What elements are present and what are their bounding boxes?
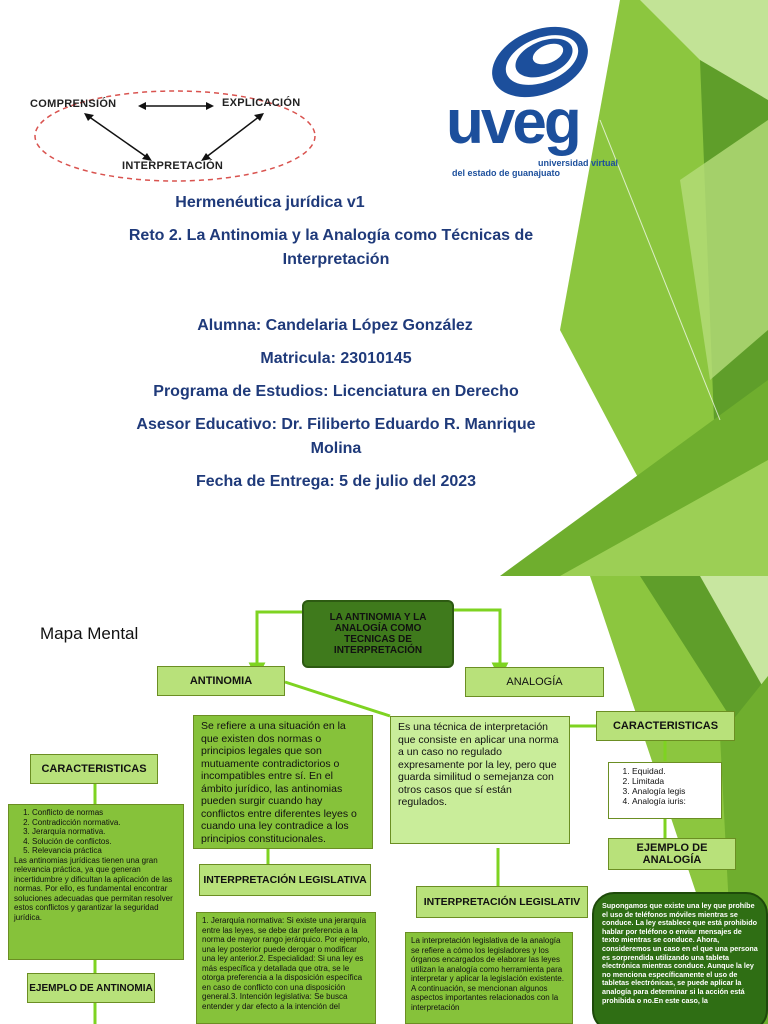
left-characteristic-item: 3. Jerarquía normativa.	[32, 827, 178, 837]
mind-map-label: Mapa Mental	[40, 624, 139, 643]
reto-title-line2: Interpretación	[282, 251, 390, 268]
antinomia-label: ANTINOMIA	[189, 675, 253, 687]
left-interpretacion-text	[196, 912, 376, 1024]
diagram-label-comprension: COMPRENSIÓN	[30, 98, 117, 110]
diagram-label-explicacion: EXPLICACIÓN	[222, 97, 301, 109]
central-topic-text: LA ANTINOMIA Y LA ANALOGÍA COMO TECNICAS DE INTERPRETACIÓN	[329, 612, 427, 656]
analogia-label: ANALOGÍA	[506, 676, 563, 688]
logo-wordmark: uveg	[446, 88, 579, 157]
right-characteristic-item: 1. Equidad.	[632, 766, 716, 776]
central-topic	[302, 600, 454, 668]
right-caracteristicas-node	[596, 711, 735, 741]
course-title: Hermenéutica jurídica v1	[175, 194, 365, 211]
left-interpretacion-body: 1. Jerarquía normativa: Si existe una jerarquía entre las leyes, se debe dar preferencia a la norma de mayor rango jerárquico. Por ejemplo, una ley posterior puede derogar o modificar una ley anterior.2. Especialidad: Si una ley es más específica y detallada que otra, se le otorga preferencia a la disposición específica en caso de conflicto con una disposición general.3. Intención legislativa: Se busca entender y dar efecto a la intención del	[202, 916, 370, 1011]
left-characteristics-paragraph: Las antinomias jurídicas tienen una gran relevancia práctica, ya que generan incertidumbre y dificultan la aplicación de las normas. Por ello, es fundamental encontrar soluciones adecuadas que permitan resolver estos conflictos y garantizar la seguridad jurídica.	[14, 855, 173, 922]
study-program: Programa de Estudios: Licenciatura en Derecho	[153, 383, 519, 400]
left-caracteristicas-label: CARACTERISTICAS	[41, 763, 147, 775]
advisor-line1: Asesor Educativo: Dr. Filiberto Eduardo R. Manrique	[136, 416, 536, 433]
right-interpretacion-label: INTERPRETACIÓN LEGISLATIV	[423, 896, 581, 908]
right-interpretacion-text	[405, 932, 573, 1024]
left-characteristic-item: 5. Relevancia práctica	[32, 846, 178, 856]
antinomia-node	[157, 666, 285, 696]
due-date: Fecha de Entrega: 5 de julio del 2023	[195, 473, 477, 490]
analogia-definition-text: Es una técnica de interpretación que consiste en aplicar una norma a un caso no regulado expresamente por la ley, pero que guarda similitud o semejanza con otros casos que sí están regulados.	[398, 721, 559, 808]
left-characteristic-item: 1. Conflicto de normas	[32, 808, 178, 818]
student-id: Matricula: 23010145	[260, 350, 412, 367]
left-interpretacion-label: INTERPRETACIÓN LEGISLATIVA	[203, 874, 367, 886]
left-characteristics-list	[8, 804, 184, 960]
right-characteristics-list	[608, 762, 722, 819]
reto-title-line1: Reto 2. La Antinomia y la Analogía como Técnicas de	[128, 227, 534, 244]
logo-line2: del estado de guanajuato	[452, 168, 561, 178]
analogia-node	[465, 667, 604, 697]
right-interpretacion-body: La interpretación legislativa de la analogía se refiere a cómo los legisladores y los órganos encargados de elaborar las leyes utilizan la analogía como herramienta para interpretar y aplicar la legislación existente. A continuación, se mencionan algunos aspectos importantes relacionados con la interpretación	[411, 936, 564, 1012]
diagram-label-interpretacion: INTERPRETACIÓN	[122, 160, 224, 172]
left-characteristic-item: 2. Contradicción normativa.	[32, 818, 178, 828]
left-caracteristicas-node	[30, 754, 158, 784]
left-characteristic-item: 4. Solución de conflictos.	[32, 837, 178, 847]
uveg-logo	[440, 20, 625, 188]
logo-line1: universidad virtual	[538, 158, 619, 168]
advisor-line2: Molina	[310, 440, 362, 457]
left-interpretacion-node	[199, 864, 371, 896]
right-interpretacion-node	[416, 886, 588, 918]
ejemplo-analogia-node	[608, 838, 736, 870]
right-characteristic-item: 3. Analogía legis	[632, 786, 716, 796]
ejemplo-antinomia-node	[27, 973, 155, 1003]
analogia-definition	[390, 716, 570, 844]
ejemplo-analogia-label: EJEMPLO DE ANALOGÍA	[636, 842, 708, 866]
right-characteristic-item: 4. Analogía iuris:	[632, 796, 716, 806]
right-characteristics-items	[614, 766, 716, 806]
right-characteristic-item: 2. Limitada	[632, 776, 716, 786]
ejemplo-analogia-text	[592, 892, 768, 1024]
ejemplo-antinomia-label: EJEMPLO DE ANTINOMIA	[29, 982, 153, 994]
mind-map-slide	[0, 576, 768, 1024]
ejemplo-analogia-body: Supongamos que existe una ley que prohíbe el uso de teléfonos móviles mientras se conduce. La ley establece que está prohibido hablar por teléfono o enviar mensajes de texto mientras se conduce. Ahora, consideremos un caso en el que una persona es sorprendida utilizando una tableta electrónica mientras conduce. Aunque la ley no menciona específicamente el uso de tabletas electrónicas, se puede aplicar la analogía para determinar si la acción está prohibida o no.En este caso, la	[602, 901, 758, 1005]
left-characteristics-items	[14, 808, 178, 856]
antinomia-definition	[193, 715, 373, 849]
student-name: Alumna: Candelaria López González	[197, 317, 473, 334]
right-caracteristicas-label: CARACTERISTICAS	[612, 720, 719, 732]
antinomia-definition-text: Se refiere a una situación en la que existen dos normas o principios legales que son mutuamente contradictorios o incompatibles entre sí. En el ámbito jurídico, las antinomias pueden surgir cuando hay conflictos entre diferentes leyes o cuando una ley contradice a los principios constitucionales.	[201, 720, 357, 845]
hermeneutic-circle-diagram	[30, 88, 320, 190]
